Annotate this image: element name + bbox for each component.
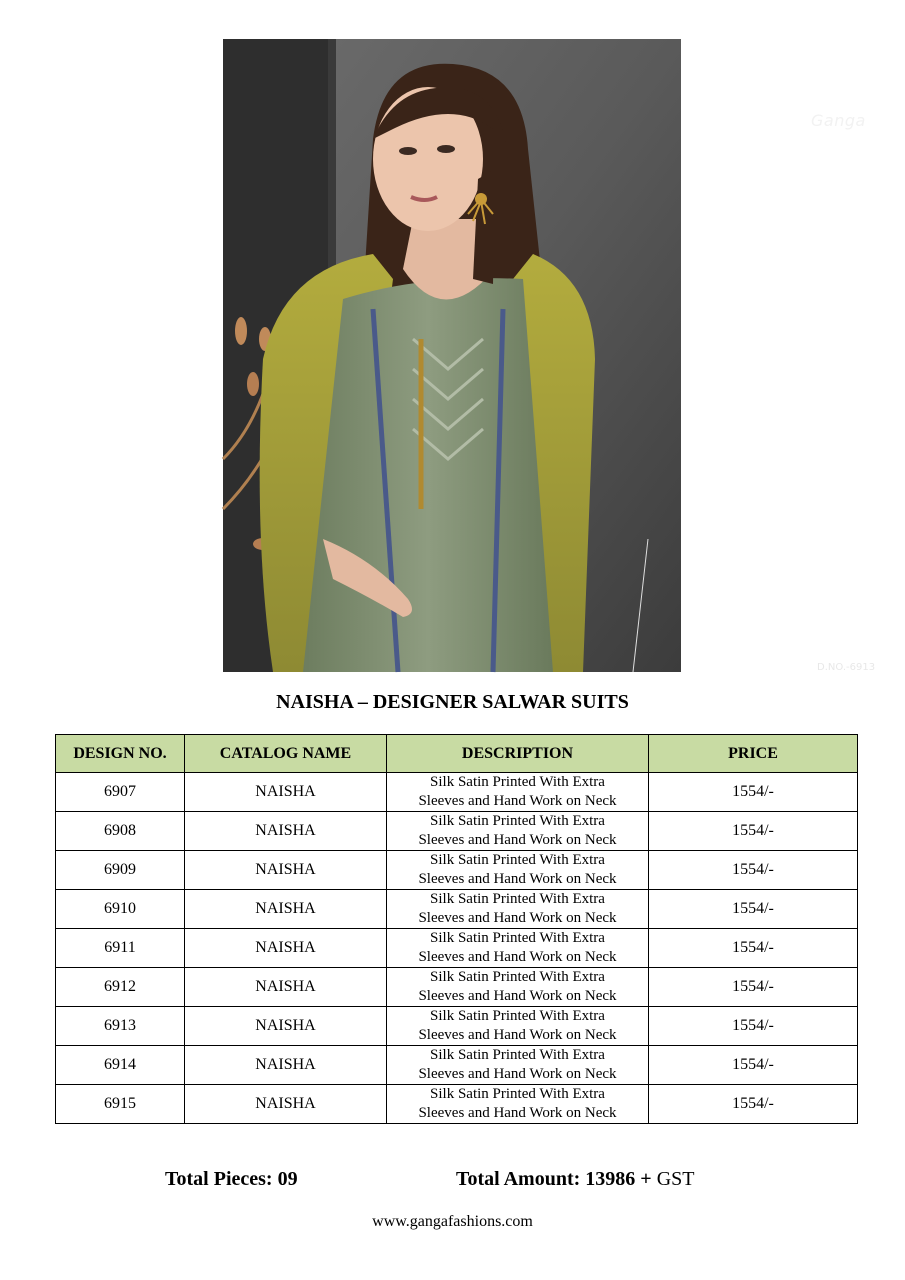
desc-line: Silk Satin Printed With Extra [430,852,605,868]
header-description: DESCRIPTION [387,735,649,773]
table-row [56,1085,858,1124]
cell-description [387,773,649,812]
desc-line: Silk Satin Printed With Extra [430,930,605,946]
cell-catalog-name: NAISHA [185,890,387,929]
cell-catalog-name: NAISHA [185,812,387,851]
cell-design-no: 6914 [56,1046,185,1085]
cell-price: 1554/- [649,929,858,968]
cell-price: 1554/- [649,1007,858,1046]
table-row [56,812,858,851]
cell-price: 1554/- [649,851,858,890]
product-photo [223,39,876,673]
desc-line: Sleeves and Hand Work on Neck [418,910,617,926]
design-number-tag: D.NO.-6913 [817,662,876,673]
cell-description [387,1046,649,1085]
cell-price: 1554/- [649,890,858,929]
cell-description [387,929,649,968]
cell-price: 1554/- [649,812,858,851]
desc-line: Silk Satin Printed With Extra [430,1086,605,1102]
table-row [56,968,858,1007]
cell-price: 1554/- [649,1046,858,1085]
cell-catalog-name: NAISHA [185,1007,387,1046]
table-header [56,735,858,773]
catalog-table [55,734,858,1124]
desc-line: Silk Satin Printed With Extra [430,1047,605,1063]
cell-catalog-name: NAISHA [185,929,387,968]
cell-description [387,968,649,1007]
desc-line: Silk Satin Printed With Extra [430,891,605,907]
cell-design-no: 6915 [56,1085,185,1124]
cell-catalog-name: NAISHA [185,851,387,890]
desc-line: Silk Satin Printed With Extra [430,774,605,790]
cell-description [387,851,649,890]
desc-line: Silk Satin Printed With Extra [430,813,605,829]
cell-description [387,890,649,929]
page-title: NAISHA – DESIGNER SALWAR SUITS [276,691,629,713]
desc-line: Sleeves and Hand Work on Neck [418,871,617,887]
cell-design-no: 6912 [56,968,185,1007]
cell-description [387,1007,649,1046]
cell-design-no: 6908 [56,812,185,851]
cell-design-no: 6907 [56,773,185,812]
cell-catalog-name: NAISHA [185,773,387,812]
cell-design-no: 6910 [56,890,185,929]
desc-line: Sleeves and Hand Work on Neck [418,832,617,848]
desc-line: Sleeves and Hand Work on Neck [418,1105,617,1121]
table-row [56,851,858,890]
cell-design-no: 6911 [56,929,185,968]
table-row [56,1007,858,1046]
total-amount-value: Total Amount: 13986 + [456,1168,652,1190]
cell-description [387,1085,649,1124]
total-amount-tax: GST [651,1168,695,1190]
table-row [56,773,858,812]
total-amount [456,1168,694,1191]
total-pieces: Total Pieces: 09 [165,1168,298,1190]
desc-line: Sleeves and Hand Work on Neck [418,1066,617,1082]
desc-line: Sleeves and Hand Work on Neck [418,949,617,965]
cell-design-no: 6909 [56,851,185,890]
cell-price: 1554/- [649,968,858,1007]
cell-catalog-name: NAISHA [185,1085,387,1124]
desc-line: Sleeves and Hand Work on Neck [418,793,617,809]
header-price: PRICE [649,735,858,773]
cell-price: 1554/- [649,1085,858,1124]
cell-description [387,812,649,851]
table-row [56,1046,858,1085]
desc-line: Sleeves and Hand Work on Neck [418,988,617,1004]
desc-line: Silk Satin Printed With Extra [430,1008,605,1024]
model-illustration [223,39,681,672]
website-link[interactable]: www.gangafashions.com [372,1213,533,1230]
cell-catalog-name: NAISHA [185,968,387,1007]
header-design-no: DESIGN NO. [56,735,185,773]
desc-line: Sleeves and Hand Work on Neck [418,1027,617,1043]
table-row [56,890,858,929]
table-row [56,929,858,968]
cell-catalog-name: NAISHA [185,1046,387,1085]
header-catalog-name: CATALOG NAME [185,735,387,773]
cell-price: 1554/- [649,773,858,812]
desc-line: Silk Satin Printed With Extra [430,969,605,985]
brand-logo: Ganga [811,111,866,130]
cell-design-no: 6913 [56,1007,185,1046]
